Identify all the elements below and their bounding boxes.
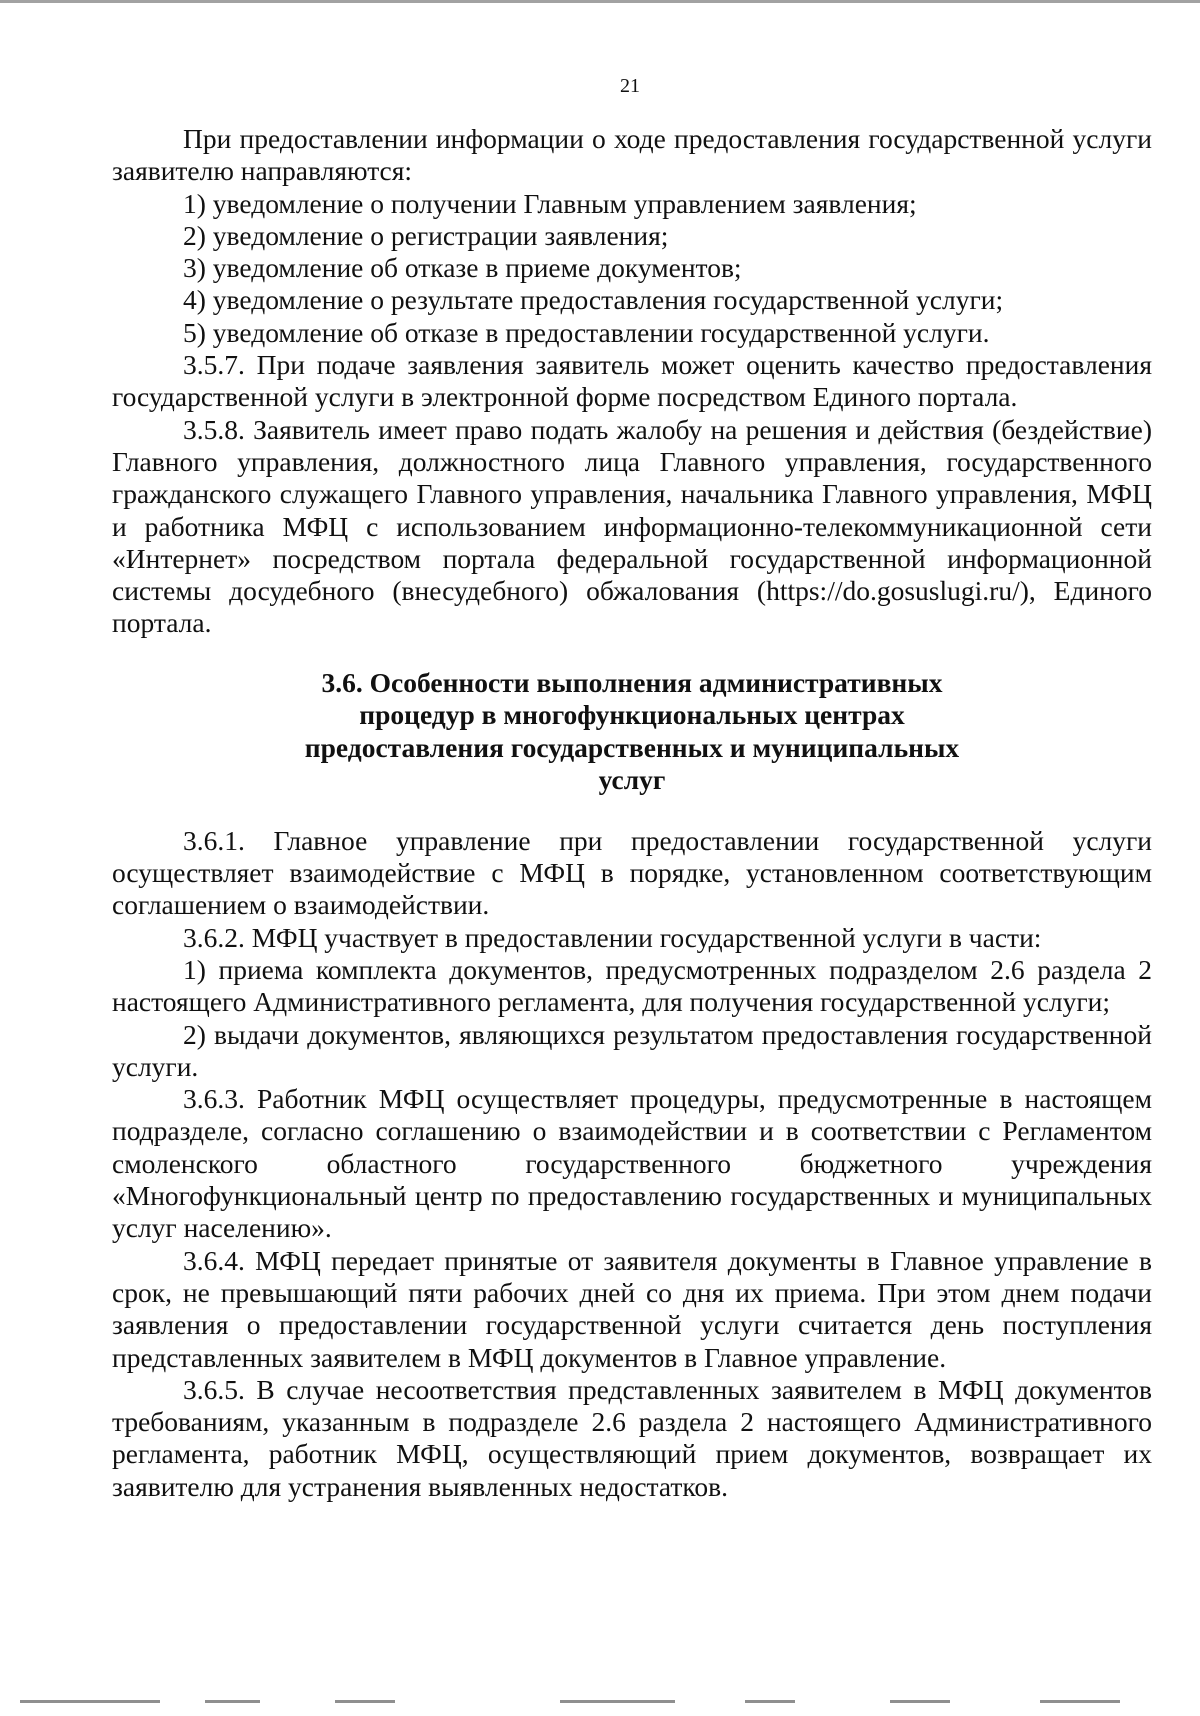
scan-edge-line <box>0 0 1200 3</box>
scan-artifact <box>335 1700 395 1703</box>
paragraph-3-6-1: 3.6.1. Главное управление при предоставлении государственной услуги осуществляет взаимодействие с МФЦ в порядке, установленном соответствующим соглашением о взаимодействии. <box>112 824 1152 921</box>
list-item: 3) уведомление об отказе в приеме документов; <box>183 252 742 284</box>
paragraph-3-5-8: 3.5.8. Заявитель имеет право подать жалобу на решения и действия (бездействие) Главного управления, должностного лица Главного управления, государственного гражданского служащего Главного управления, начальника Главного управления, МФЦ и работника МФЦ с использованием информационно-телекоммуникационной сети «Интернет» посредством портала федеральной государственной информационной системы досудебного (внесудебного) обжалования (https://do.gosuslugi.ru/), Единого портала. <box>112 413 1152 639</box>
scan-artifact <box>1040 1700 1120 1703</box>
scan-artifact <box>20 1700 160 1703</box>
list-item: 1) уведомление о получении Главным управлением заявления; <box>183 187 917 219</box>
paragraph-3-6-5: 3.6.5. В случае несоответствия представленных заявителем в МФЦ документов требованиям, указанным в подразделе 2.6 раздела 2 настоящего Административного регламента, работник МФЦ, осуществляющий прием документов, возвращает их заявителю для устранения выявленных недостатков. <box>112 1373 1152 1502</box>
paragraph-3-6-2: 3.6.2. МФЦ участвует в предоставлении государственной услуги в части: <box>183 921 1042 953</box>
section-heading-line: 3.6. Особенности выполнения административных <box>321 666 943 698</box>
scan-artifact <box>205 1700 260 1703</box>
paragraph-3-5-7: 3.5.7. При подаче заявления заявитель может оценить качество предоставления государственной услуги в электронной форме посредством Единого портала. <box>112 349 1152 413</box>
section-heading-line: предоставления государственных и муниципальных <box>304 731 960 763</box>
paragraph-intro: При предоставлении информации о ходе предоставления государственной услуги заявителю направляются: <box>112 123 1152 187</box>
document-body <box>112 123 1152 1503</box>
page-number: 21 <box>620 75 640 97</box>
section-heading <box>112 667 1152 797</box>
list-item: 2) выдачи документов, являющихся результатом предоставления государственной услуги. <box>112 1018 1152 1082</box>
list-item: 1) приема комплекта документов, предусмотренных подразделом 2.6 раздела 2 настоящего Административного регламента, для получения государственной услуги; <box>112 953 1152 1018</box>
scan-artifact <box>745 1700 795 1703</box>
list-item: 2) уведомление о регистрации заявления; <box>183 219 669 251</box>
list-item: 4) уведомление о результате предоставления государственной услуги; <box>183 284 1004 316</box>
list-item: 5) уведомление об отказе в предоставлении государственной услуги. <box>183 316 990 348</box>
paragraph-3-6-4: 3.6.4. МФЦ передает принятые от заявителя документы в Главное управление в срок, не превышающий пяти рабочих дней со дня их приема. При этом днем подачи заявления о предоставлении государственной услуги считается день поступления представленных заявителем в МФЦ документов в Главное управление. <box>112 1244 1152 1373</box>
section-heading-line: услуг <box>598 764 666 796</box>
section-heading-line: процедур в многофункциональных центрах <box>359 699 905 731</box>
scan-artifacts <box>0 1696 1200 1710</box>
scan-artifact <box>560 1700 675 1703</box>
scan-artifact <box>890 1700 950 1703</box>
paragraph-3-6-3: 3.6.3. Работник МФЦ осуществляет процедуры, предусмотренные в настоящем подразделе, согласно соглашению о взаимодействии и в соответствии с Регламентом смоленского областного государственного бюджетного учреждения «Многофункциональный центр по предоставлению государственных и муниципальных услуг населению». <box>112 1083 1152 1244</box>
